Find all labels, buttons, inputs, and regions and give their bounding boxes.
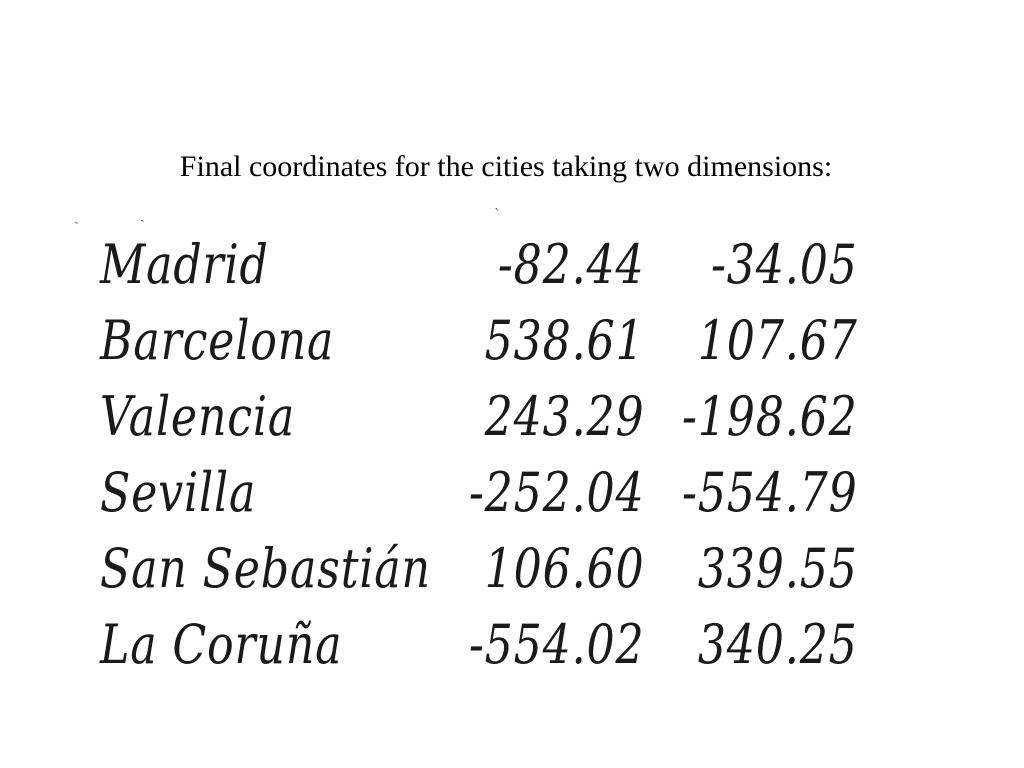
slide-heading: Final coordinates for the cities taking two dimensions: <box>179 150 833 183</box>
x-coordinate: -82.44 <box>497 233 645 296</box>
crop-mark: ˋ <box>494 207 501 223</box>
table-row <box>100 612 858 688</box>
table-row <box>100 384 858 460</box>
city-name: Barcelona <box>100 309 335 372</box>
x-coordinate: 243.29 <box>484 385 645 448</box>
coordinates-table <box>100 232 858 688</box>
y-coordinate: 107.67 <box>697 309 858 372</box>
y-coordinate: 340.25 <box>697 613 858 676</box>
table-row <box>100 536 858 612</box>
x-coordinate: -554.02 <box>468 613 645 676</box>
y-coordinate: -34.05 <box>711 233 858 296</box>
table-row <box>100 308 858 384</box>
city-name: Sevilla <box>100 461 257 524</box>
city-name: San Sebastián <box>100 537 431 600</box>
table-row <box>100 232 858 308</box>
crop-mark: ˎ <box>74 209 79 225</box>
city-name: La Coruña <box>100 613 343 676</box>
y-coordinate: 339.55 <box>697 537 858 600</box>
y-coordinate: -554.79 <box>682 461 858 524</box>
y-coordinate: -198.62 <box>682 385 858 448</box>
x-coordinate: 106.60 <box>484 537 645 600</box>
crop-mark: ˏ <box>140 207 145 223</box>
x-coordinate: -252.04 <box>468 461 645 524</box>
table-row <box>100 460 858 536</box>
city-name: Madrid <box>100 233 269 296</box>
x-coordinate: 538.61 <box>484 309 645 372</box>
city-name: Valencia <box>100 385 296 448</box>
